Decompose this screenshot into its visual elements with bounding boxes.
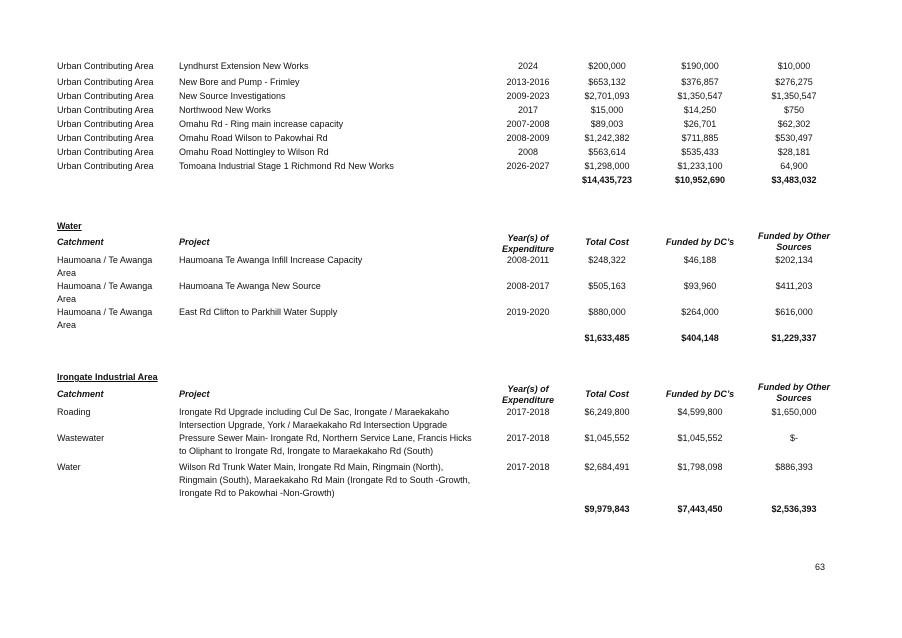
funded-dc-sum: $10,952,690 [674,175,726,185]
total-cost-sum: $1,633,485 [584,333,630,343]
funded-dc-cell: $264,000 [681,307,719,317]
catchment-cell: Water [57,462,81,472]
total-cost-cell: $1,045,552 [584,433,630,443]
project-cell: Omahu Road Wilson to Pakowhai Rd [179,133,328,143]
section-title: Irongate Industrial Area [57,372,158,382]
funded-other-cell: $616,000 [775,307,813,317]
project-header: Project [179,237,210,247]
section-title: Water [57,221,82,231]
years-cell: 2017-2018 [506,462,550,472]
funded-dc-cell: $26,701 [683,119,717,129]
total-cost-sum: $14,435,723 [581,175,633,185]
years-header-line2: Expenditure [501,395,554,405]
catchment-header: Catchment [57,237,104,247]
total-cost-cell: $2,701,093 [584,91,630,101]
funded-other-header-line2: Sources [776,242,812,252]
funded-dc-cell: $1,045,552 [677,433,723,443]
project-cell: Haumoana Te Awanga Infill Increase Capacity [179,255,363,265]
years-cell: 2017-2018 [506,433,550,443]
funded-dc-cell: $4,599,800 [677,407,723,417]
project-cell: New Bore and Pump - Frimley [179,77,300,87]
catchment-cell: Urban Contributing Area [57,91,154,101]
funded-other-header [750,382,838,404]
funded-other-header-line1: Funded by Other [758,382,830,392]
page-number: 63 [815,562,826,572]
funded-dc-cell: $93,960 [683,281,717,291]
years-cell: 2019-2020 [506,307,550,317]
project-cell: Omahu Rd - Ring main increase capacity [179,119,344,129]
total-cost-cell: $563,614 [588,147,626,157]
total-cost-sum: $9,979,843 [584,504,630,514]
funded-dc-cell: $1,233,100 [677,161,723,171]
years-cell: 2017-2018 [506,407,550,417]
years-cell: 2007-2008 [506,119,550,129]
funded-other-cell: $411,203 [775,281,813,291]
funded-other-cell: $10,000 [777,61,811,71]
project-cell: Irongate Rd Upgrade including Cul De Sac, Irongate / Maraekakaho Intersection Upgrade, York / Maraekakaho Rd Intersection Upgrade [179,407,450,430]
catchment-cell: Urban Contributing Area [57,161,154,171]
project-cell: Wilson Rd Trunk Water Main, Irongate Rd Main, Ringmain (North), Ringmain (South), Maraekakaho Rd Main (Irongate Rd to South -Growth, Irongate Rd to Pakowhai -Non-Growth) [179,462,471,498]
years-cell: 2013-2016 [506,77,550,87]
catchment-cell: Wastewater [57,433,105,443]
funded-other-cell: $1,350,547 [771,91,817,101]
total-cost-cell: $6,249,800 [584,407,630,417]
total-cost-cell: $1,242,382 [584,133,630,143]
total-cost-cell: $15,000 [590,105,624,115]
total-cost-cell: $880,000 [588,307,626,317]
catchment-cell: Haumoana / Te Awanga Area [57,255,153,278]
funded-other-header-line1: Funded by Other [758,231,830,241]
catchment-cell: Urban Contributing Area [57,105,154,115]
total-cost-header: Total Cost [585,389,629,399]
total-cost-cell: $505,163 [588,281,626,291]
years-cell: 2017 [517,105,539,115]
catchment-cell: Urban Contributing Area [57,133,154,143]
project-cell: East Rd Clifton to Parkhill Water Supply [179,307,338,317]
funded-dc-header: Funded by DC’s [665,237,735,247]
funded-dc-sum: $404,148 [681,333,719,343]
funded-other-cell: $886,393 [775,462,813,472]
total-cost-header: Total Cost [585,237,629,247]
funded-other-cell: $276,275 [775,77,813,87]
project-cell: New Source Investigations [179,91,286,101]
project-cell: Haumoana Te Awanga New Source [179,281,321,291]
funded-other-cell: $750 [783,105,805,115]
funded-other-cell: $62,302 [777,119,811,129]
funded-dc-cell: $376,857 [681,77,719,87]
years-cell: 2009-2023 [506,91,550,101]
project-cell: Tomoana Industrial Stage 1 Richmond Rd New Works [179,161,394,171]
total-cost-cell: $89,003 [590,119,624,129]
catchment-cell: Roading [57,407,91,417]
funded-other-cell: $1,650,000 [771,407,817,417]
project-cell: Lyndhurst Extension New Works [179,61,309,71]
catchment-cell: Haumoana / Te Awanga Area [57,281,153,304]
project-cell: Pressure Sewer Main- Irongate Rd, Northern Service Lane, Francis Hicks to Oliphant to Irongate Rd, Irongate to Maraekakaho Rd (South) [179,433,472,456]
total-cost-cell: $1,298,000 [584,161,630,171]
funded-dc-cell: $46,188 [683,255,717,265]
funded-dc-cell: $190,000 [681,61,719,71]
catchment-header: Catchment [57,389,104,399]
years-cell: 2008-2011 [506,255,550,265]
funded-other-cell: 64,900 [780,161,808,171]
funded-dc-header: Funded by DC’s [665,389,735,399]
years-header [497,233,559,255]
funded-other-sum: $2,536,393 [771,504,817,514]
years-header [497,384,559,406]
total-cost-cell: $2,684,491 [584,462,630,472]
project-cell: Omahu Road Nottingley to Wilson Rd [179,147,329,157]
funded-other-header [750,231,838,253]
years-header-line1: Year(s) of [507,233,549,243]
catchment-cell: Urban Contributing Area [57,147,154,157]
total-cost-cell: $200,000 [588,61,626,71]
funded-dc-cell: $535,433 [681,147,719,157]
funded-other-sum: $1,229,337 [771,333,817,343]
funded-other-cell: $28,181 [777,147,811,157]
funded-dc-cell: $1,350,547 [677,91,723,101]
catchment-cell: Haumoana / Te Awanga Area [57,307,153,330]
years-cell: 2008 [517,147,539,157]
funded-other-sum: $3,483,032 [771,175,817,185]
years-cell: 2008-2017 [506,281,550,291]
funded-dc-cell: $711,885 [681,133,719,143]
years-header-line2: Expenditure [501,244,554,254]
project-header: Project [179,389,210,399]
funded-other-cell: $202,134 [775,255,813,265]
years-header-line1: Year(s) of [507,384,549,394]
funded-other-cell: $530,497 [775,133,813,143]
catchment-cell: Urban Contributing Area [57,61,154,71]
funded-dc-cell: $1,798,098 [677,462,723,472]
catchment-cell: Urban Contributing Area [57,119,154,129]
funded-other-header-line2: Sources [776,393,812,403]
total-cost-cell: $653,132 [588,77,626,87]
funded-other-cell: $- [789,433,798,443]
years-cell: 2024 [517,61,539,71]
funded-dc-sum: $7,443,450 [677,504,723,514]
years-cell: 2008-2009 [506,133,550,143]
funded-dc-cell: $14,250 [683,105,717,115]
project-cell: Northwood New Works [179,105,271,115]
total-cost-cell: $248,322 [588,255,626,265]
catchment-cell: Urban Contributing Area [57,77,154,87]
years-cell: 2026-2027 [506,161,550,171]
